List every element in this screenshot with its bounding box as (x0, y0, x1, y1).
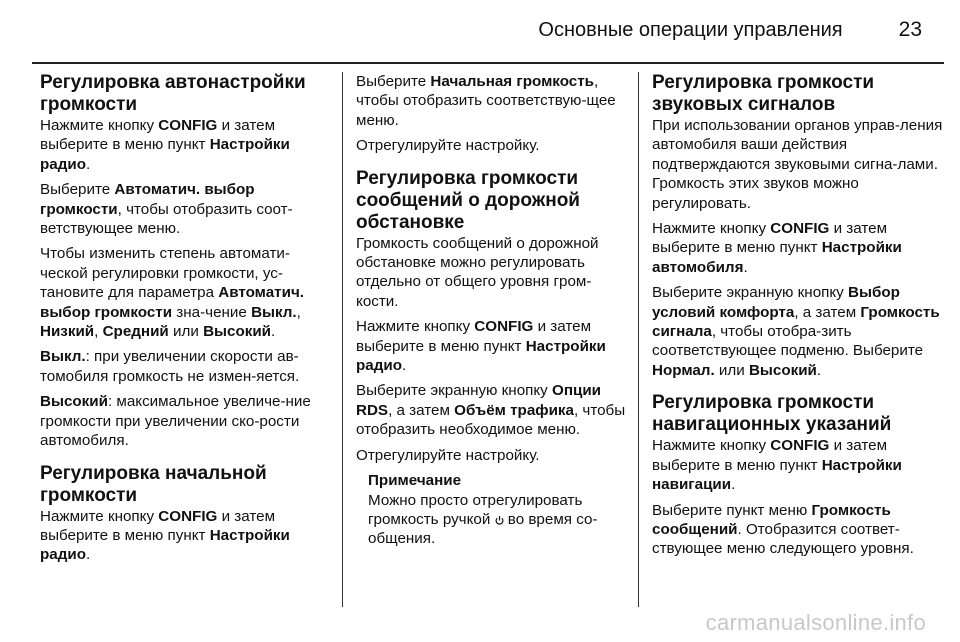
header-rule (32, 62, 944, 64)
watermark: carmanualsonline.info (705, 610, 926, 635)
column-2 (356, 72, 628, 549)
paragraph: Нажмите кнопку CONFIG и затем выберите в меню пункт Настройки радио. (40, 117, 290, 173)
paragraph: Нажмите кнопку CONFIG и затем выберите в меню пункт Настройки радио. (356, 318, 606, 375)
paragraph: Отрегулируйте настройку. (356, 137, 540, 155)
section-heading: Регулировка громкости сообщений о дорожной обстановке (356, 167, 580, 233)
section-auto-volume (40, 72, 332, 451)
paragraph: Громкость сообщений о дорожной обстановке можно регулировать отдельно от общего уровня гром-кости. (356, 234, 599, 310)
paragraph: Нажмите кнопку CONFIG и затем выберите в меню пункт Настройки автомобиля. (652, 220, 902, 276)
column-3 (652, 72, 948, 565)
paragraph: Выберите экранную кнопку Опции RDS, а затем Объём трафика, чтобы отобразить необходимое меню. (356, 382, 626, 439)
section-heading: Регулировка громкости звуковых сигналов (652, 72, 875, 115)
column-divider-1 (342, 72, 343, 607)
paragraph: Выберите пункт меню Громкость сообщений. Отобразится соответ-ствующее меню следующего уровня. (652, 501, 914, 558)
paragraph: Отрегулируйте настройку. (356, 446, 540, 464)
column-1 (40, 72, 332, 571)
paragraph: Высокий: максимальное увеличе-ние громкости при увеличении ско-рости автомобиля. (40, 393, 311, 450)
paragraph: Выберите экранную кнопку Выбор условий комфорта, а затем Громкость сигнала, чтобы отобра-зить соответствующее подменю. Выберите Нормал. или Высокий. (652, 284, 940, 379)
paragraph: При использовании органов управ-ления автомобиля ваши действия подтверждаются звуковыми сигна-лами. Громкость этих звуков можно регулировать. (652, 117, 943, 212)
note-title: Примечание (368, 472, 462, 490)
paragraph: Чтобы изменить степень автомати-ческой регулировки громкости, ус-тановите для параметра Автоматич. выбор громкости зна-чение Выкл., Низкий, Средний или Высокий. (40, 245, 304, 341)
section-heading: Регулировка громкости навигационных указаний (652, 392, 892, 436)
page-number: 23 (898, 18, 922, 41)
note-text: Можно просто отрегулировать громкость ручкой во время со-общения. (368, 491, 598, 548)
power-knob-icon (495, 515, 504, 525)
paragraph: Выберите Начальная громкость, чтобы отобразить соответствую-щее меню. (356, 73, 616, 129)
paragraph: Нажмите кнопку CONFIG и затем выберите в меню пункт Настройки радио. (40, 507, 290, 564)
section-start-volume (40, 463, 332, 565)
page-header-title: Основные операции управления (538, 19, 843, 41)
column-divider-2 (638, 72, 639, 607)
section-traffic-volume (356, 168, 628, 549)
note-box (368, 471, 628, 549)
paragraph: Выкл.: при увеличении скорости ав-томобиля громкость не измен-яется. (40, 348, 300, 385)
section-navigation-volume (652, 392, 948, 558)
section-beep-volume (652, 72, 948, 380)
section-heading: Регулировка начальной громкости (40, 462, 267, 506)
paragraph: Нажмите кнопку CONFIG и затем выберите в меню пункт Настройки навигации. (652, 437, 902, 494)
section-heading: Регулировка автонастройки громкости (40, 72, 306, 115)
running-header (38, 18, 922, 48)
paragraph: Выберите Автоматич. выбор громкости, чтобы отобразить соот-ветствующее меню. (40, 181, 293, 238)
